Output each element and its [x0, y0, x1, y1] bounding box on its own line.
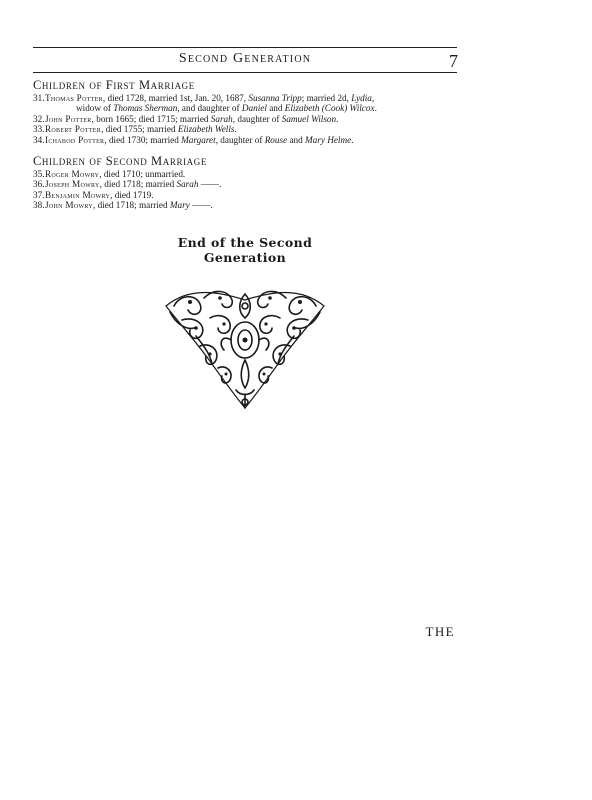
- spouse-name: Mary: [169, 200, 190, 211]
- entry-text: , born 1665; died 1715; married: [91, 113, 211, 124]
- list-item: [33, 135, 463, 145]
- entry-text: , died 1718; married: [99, 179, 177, 190]
- first-marriage-section: [33, 78, 463, 145]
- person-name: Benjamin Mowry: [45, 189, 111, 200]
- entry-text: widow of: [76, 103, 114, 114]
- person-name: Joseph Mowry: [45, 179, 100, 190]
- list-item: [33, 124, 463, 134]
- entry-text: , died 1730; married: [104, 134, 182, 145]
- entry-number: 32.: [33, 113, 45, 124]
- entry-text: , daughter of: [215, 134, 265, 145]
- entry-text: ; married 2d,: [301, 93, 352, 103]
- person-name: Thomas Potter: [45, 93, 103, 103]
- section-heading: Children of First Marriage: [33, 78, 195, 92]
- entry-text: , daughter of: [232, 113, 282, 124]
- baroque-scroll-ornament-icon: [160, 284, 330, 414]
- page-number: 7: [449, 51, 458, 71]
- entry-text: , died 1718; married: [93, 200, 170, 211]
- person-name: John Potter: [45, 113, 92, 124]
- entry-text: .: [336, 113, 339, 124]
- spouse-name: Sarah: [176, 179, 199, 190]
- person-name: Roger Mowry: [45, 169, 100, 179]
- spouse-name: Lydia: [351, 93, 372, 103]
- entry-text: .: [374, 103, 377, 114]
- spouse-name: Elizabeth Wells: [177, 124, 235, 135]
- parent-name: Rouse: [264, 134, 288, 145]
- entry-text: ——.: [198, 179, 222, 190]
- person-name: Robert Potter: [45, 124, 102, 135]
- entry-text: , died 1755; married: [101, 124, 178, 135]
- prev-husband-name: Thomas Sherman: [113, 103, 178, 114]
- entry-text: .: [234, 124, 237, 135]
- spouse-name: Susanna Tripp: [248, 93, 302, 103]
- entry-text: , died 1728, married 1st, Jan. 20, 1687,: [102, 93, 249, 103]
- top-rule: [33, 47, 457, 48]
- parent-name: Samuel Wilson: [281, 113, 337, 124]
- list-item: [33, 190, 463, 200]
- list-item: [33, 114, 463, 124]
- catchword: THE: [425, 624, 455, 639]
- spouse-name: Sarah: [210, 113, 233, 124]
- header-rule: [33, 72, 457, 73]
- entry-number: 31.: [33, 93, 45, 103]
- section-heading: Children of Second Marriage: [33, 154, 207, 168]
- end-of-generation-title: End of the Second Generation: [177, 235, 313, 265]
- running-head: Second Generation: [178, 51, 312, 66]
- list-item: [33, 179, 463, 189]
- second-marriage-section: [33, 154, 463, 211]
- entry-number: 37.: [33, 189, 45, 200]
- entry-text: , and daughter of: [177, 103, 242, 114]
- person-name: Ichabod Potter: [45, 134, 105, 145]
- entry-number: 38.: [33, 200, 45, 211]
- entry-number: 33.: [33, 124, 45, 135]
- entry-number: 35.: [33, 169, 45, 179]
- parent-name: Mary Helme: [305, 134, 352, 145]
- list-item: [33, 169, 463, 179]
- mother-name: Elizabeth (Cook) Wilcox: [284, 103, 375, 114]
- entry-text: and: [266, 103, 285, 114]
- entry-text: , died 1719.: [110, 189, 154, 200]
- father-name: Daniel: [241, 103, 267, 114]
- entry-text: ——.: [189, 200, 213, 211]
- entry-text: .: [351, 134, 354, 145]
- entry-text: , died 1710; unmarried.: [99, 169, 186, 179]
- entry-number: 34.: [33, 134, 45, 145]
- entry-text: and: [287, 134, 305, 145]
- entry-number: 36.: [33, 179, 45, 190]
- person-name: John Mowry: [45, 200, 94, 211]
- list-item: [33, 200, 463, 210]
- spouse-name: Margaret: [181, 134, 216, 145]
- list-item: 31.Thomas Potter, died 1728, married 1st, Jan. 20, 1687, Susanna Tripp; married 2d, Lydia, widow of Thomas Sherman, and daughter of Daniel and Elizabeth (Cook) Wilcox.: [33, 93, 377, 114]
